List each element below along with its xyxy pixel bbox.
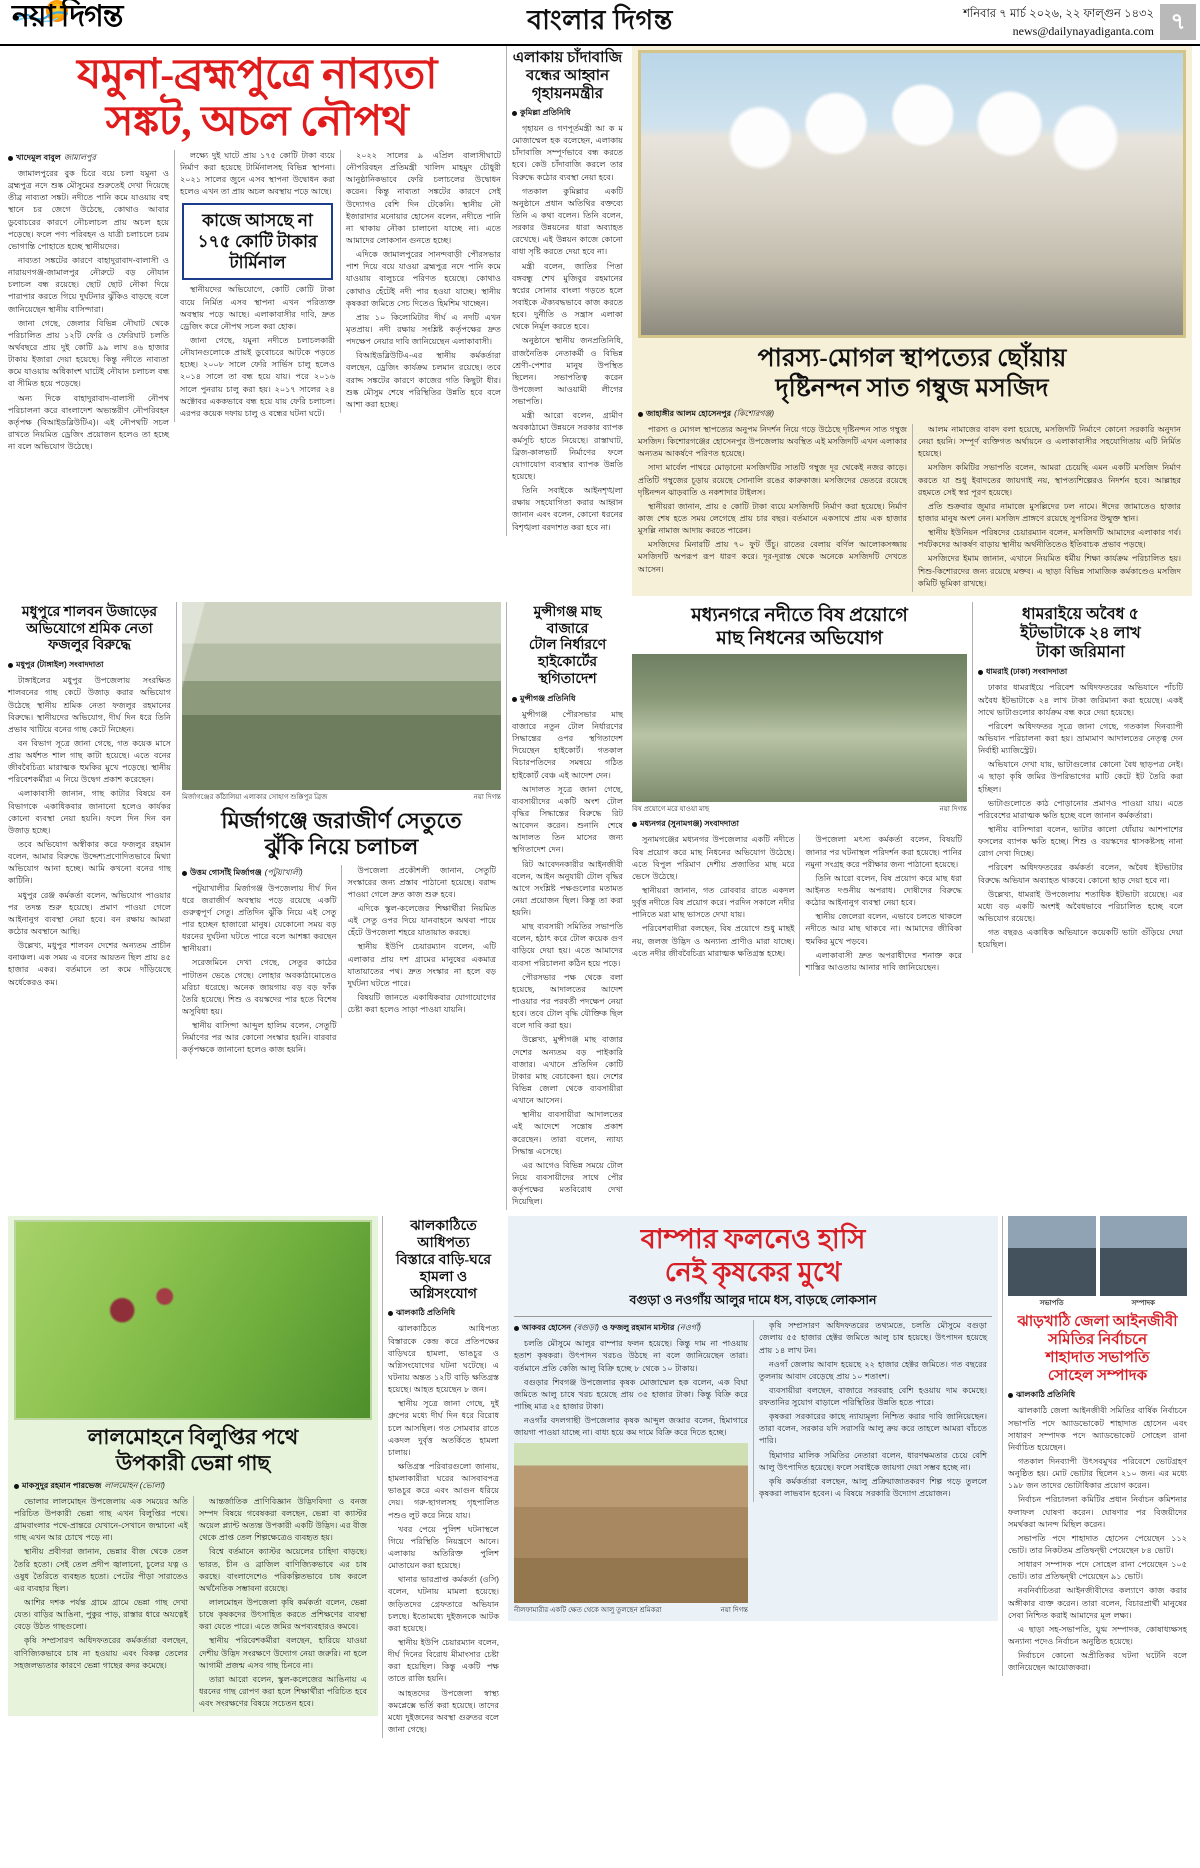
paragraph: পরিবেশবাদীরা বলছেন, বিষ প্রয়োগে শুধু মাছই নয়, জলজ উদ্ভিদ ও অন্যান্য প্রাণীও মারা যাচ্ছে। এতে নদীর জীববৈচিত্র্য মারাত্মক ক্ষতিগ্রস্ত হচ্ছে। [632,924,795,958]
potato-col-2 [753,1320,992,1502]
bullet-icon [512,111,517,116]
photo-caption [632,802,967,816]
headline-line: বাম্পার ফলনেও হাসি [640,1224,866,1255]
paragraph: স্থানীয়রা জানান, গত রোববার রাতে একদল দুর্বৃত্ত নদীতে বিষ প্রয়োগ করে। পরদিন সকালে নদীর পানিতে মরা মাছ ভাসতে দেখা যায়। [632,885,795,920]
bridge-photo [182,602,501,790]
byline [978,666,1183,679]
castor-plant-photo [14,1220,372,1420]
paragraph: মুন্সীগঞ্জ পৌরসভার মাছ বাজারে নতুন টোল নির্ধারণের সিদ্ধান্তের ওপর স্থগিতাদেশ দিয়েছেন হাইকোর্ট। গতকাল বিচারপতিদের সমন্বয়ে গঠিত হাইকোর্ট বেঞ্চ এই আদেশ দেন। [512,709,623,780]
paragraph: আন্তর্জাতিক প্রাণিবিজ্ঞান উদ্ভিদবিদ্যা ও বনজ সম্পদ বিষয়ে গবেষকরা বলছেন, ভেন্না বা ক্যাস্টর অয়েল প্ল্যান্ট অত্যন্ত উপকারী একটি উদ্ভিদ। এর বীজ থেকে প্রাপ্ত তেল শিল্পক্ষেত্রেও ব্যবহৃত হয়। [199,1496,368,1543]
bullet-icon [1008,1393,1013,1398]
paragraph: মসজিদের ইমাম জানান, এখানে নিয়মিত ধর্মীয় শিক্ষা কার্যক্রম পরিচালিত হয়। শিশু-কিশোরদের জন্য রয়েছে মক্তব। এ ছাড়া বিভিন্ন সামাজিক কর্মকাণ্ডেও মসজিদ কমিটি ভূমিকা রাখছে। [918,554,1181,588]
paragraph: নির্বাচনে কোনো অপ্রীতিকর ঘটনা ঘটেনি বলে জানিয়েছেন আয়োজকরা। [1008,1651,1187,1673]
headline-line: এলাকায় চাঁদাবাজি [512,50,623,66]
mosque-feature [632,46,1192,596]
paragraph: জানা গেছে, জেলার বিভিন্ন নৌঘাট থেকে পরিচালিত প্রায় ১২টি ফেরি ও ফেরিঘাট চলতি অর্থবছরে প্রায় দুই কোটি ৯৯ লাখ ৪৬ হাজার টাকায় ইজারা দেয়া হয়েছে। কিন্তু নদীতে নাব্যতা কমে যাওয়ায় অধিকাংশ ঘাটেই নৌযান চলাচল বন্ধ বা সীমিত হয়ে পড়েছে। [8,318,169,389]
paragraph: এর আগেও বিভিন্ন সময়ে টোল নিয়ে ব্যবসায়ীদের সাথে পৌর কর্তৃপক্ষের মতবিরোধ দেখা দিয়েছিল। [512,1160,623,1207]
caption-text: নীলফামারীর একটি ক্ষেত থেকে আলু তুলছেন শ্রমিকরা [514,1607,662,1615]
byline-name: খাদেমুল বাবুল [16,153,61,163]
paragraph: অন্য দিকে বাহাদুরাবাদ-বালাসী নৌপথ পরিচালনা করে বাংলাদেশ অভ্যন্তরীণ নৌপরিবহন কর্তৃপক্ষ (বিআইডব্লিউটিএ)। এই নৌপথটি সচল রাখতে নিয়মিত ড্রেজিং প্রয়োজন হলেও তা হচ্ছে না বলে অভিযোগ উঠেছে। [8,393,169,452]
paragraph: স্থানীয় ইউপি চেয়ারম্যান বলেন, এটি এলাকার প্রায় দশ গ্রামের মানুষের একমাত্র যাতায়াতের পথ। দ্রুত সংস্কার না হলে বড় দুর্ঘটনা ঘটতে পারে। [347,942,496,988]
paragraph: আহতদের উপজেলা স্বাস্থ্য কমপ্লেক্সে ভর্তি করা হয়েছে। তাদের মধ্যে দুইজনের অবস্থা গুরুতর বলে জানা গেছে। [388,1688,499,1734]
paragraph: স্থানীয় প্রবীণরা জানান, ভেন্নার বীজ থেকে তেল তৈরি হতো। সেই তেল প্রদীপ জ্বালানো, চুলের যত্ন ও ওষুধ তৈরিতে ব্যবহৃত হতো। পেটের পীড়া সারাতেও এর ব্যবহার ছিল। [14,1547,188,1593]
jhalakathi-story [382,1216,504,1738]
newspaper-logo[interactable] [10,2,122,32]
highlight-line2: ১৭৫ কোটি টাকার [197,231,318,251]
masthead [0,0,1200,46]
byline-name-1: আকবর হোসেন [522,1323,572,1333]
madhyanagar-headline [632,605,967,651]
paragraph: খবর পেয়ে পুলিশ ঘটনাস্থলে গিয়ে পরিস্থিতি নিয়ন্ত্রণে আনে। এলাকায় অতিরিক্ত পুলিশ মোতায়েন করা হয়েছে। [388,1524,499,1571]
paragraph: তবে অভিযোগ অস্বীকার করে ফজলুর রহমান বলেন, আমার বিরুদ্ধে উদ্দেশ্যপ্রণোদিতভাবে মিথ্যা অভিযোগ আনা হচ্ছে। আমি কখনো বনের গাছ কাটিনি। [8,840,171,886]
paragraph: স্থানীয় সূত্রে জানা গেছে, দুই গ্রুপের মধ্যে দীর্ঘ দিন ধরে বিরোধ চলে আসছিল। গত সোমবার রাতে একদল দুর্বৃত্ত অতর্কিতে হামলা চালায়। [388,1399,499,1457]
portrait-2 [1100,1216,1188,1310]
page-number-badge: ৭ [1160,4,1196,40]
logo-text: নয়া দিগন্ত [12,0,123,33]
potato-feature [508,1216,998,1621]
byline-place: লালমোহন (ভোলা) [104,1480,165,1490]
paragraph: ব্যবসায়ীরা বলছেন, বাজারে সরবরাহ বেশি হওয়ায় দাম কমেছে। রফতানির সুযোগ বাড়ালে পরিস্থিতির উন্নতি হতে পারে। [759,1385,987,1408]
bullet-icon [14,1484,19,1489]
headline-line: নেই কৃষকের মুখে [664,1256,842,1287]
paragraph: নবনির্বাচিতরা আইনজীবীদের কল্যাণে কাজ করার অঙ্গীকার ব্যক্ত করেন। তারা বলেন, বিচারপ্রার্থী মানুষের সেবা নিশ্চিত করাই আমাদের মূল লক্ষ্য। [1008,1586,1187,1620]
madhupur-story [8,602,176,991]
paragraph: ভোলার লালমোহন উপজেলায় এক সময়ের অতি পরিচিত উপকারী ভেন্না গাছ এখন বিলুপ্তির পথে। গ্রামবাংলার পথে-প্রান্তরে যেখানে-সেখানে জন্মানো এই গাছ এখন আর চোখে পড়ে না। [14,1496,188,1543]
paragraph: লক্ষ্যে দুই ঘাটে প্রায় ১৭৫ কোটি টাকা ব্যয়ে নির্মাণ করা হয়েছে টার্মিনালসহ বিভিন্ন স্থাপনা। ২০২১ সালের জুনে এসব স্থাপনা উদ্বোধন করা হলেও এখন তা প্রায় অচল অবস্থায় পড়ে আছে। [180,151,335,197]
chandabaji-text [512,123,623,534]
lead-headline-line2: সঙ্কট, অচল নৌপথ [105,99,409,146]
paragraph: প্রায় ১০ কিলোমিটার দীর্ঘ এ নদটি এখন মৃতপ্রায়। নদী রক্ষায় সংশ্লিষ্ট কর্তৃপক্ষের দ্রুত পদক্ষেপ নেয়ার দাবি জানিয়েছেন এলাকাবাসী। [346,312,501,347]
mirzaganj-story [176,602,506,1059]
madhyanagar-story [632,602,972,976]
paragraph: তারা আরো বলেন, স্কুল-কলেজের আঙিনায় এ ধরনের গাছ রোপণ করা হলে শিক্ষার্থীরা পরিচিত হবে এবং সংরক্ষণের বিষয়ে সচেতন হবে। [199,1674,367,1709]
bullet-icon [978,670,983,675]
portrait-caption: সভাপতি [1039,1300,1064,1308]
paragraph: জানা গেছে, যমুনা নদীতে চলাচলকারী নৌযানগুলোকে প্রায়ই ডুবোচরে আটকে পড়তে হচ্ছে। ২০০৮ সালে ফেরি সার্ভিস চালু হলেও ২০১৪ সালে তা বন্ধ হয়ে যায়। পরে ২০১৬ সালে পুনরায় চালু করা হয়। ২০১৭ সালের ২৪ অক্টোবর এককভাবে বন্ধ হয়ে যায় ফেরি চলাচল। এরপর কয়েক দফায় চালু ও বন্ধের ঘটনা ঘটে। [180,335,335,418]
headline-line: শাহাদাত সভাপতি [1045,1350,1150,1367]
mirzaganj-col-2 [341,865,501,1019]
paragraph: বগুড়ার শিবগঞ্জ উপজেলার কৃষক মোজাম্মেল হক বলেন, এক বিঘা জমিতে আলু চাষে খরচ হয়েছে প্রায় ৩৫ হাজার টাকা। কিন্তু বিক্রি করে পাচ্ছি মাত্র ২৫ হাজার টাকা। [514,1377,748,1411]
headline-line: ইটভাটাকে ২৪ লাখ [1020,625,1141,643]
headline-line: মধুপুরে শালবন উজাড়ের [21,604,158,620]
headline-line: গৃহায়নমন্ত্রীর [531,86,604,102]
byline-place-2: (নওগাঁ) [677,1323,701,1333]
paragraph: মন্ত্রী বলেন, জাতির পিতা বঙ্গবন্ধু শেখ মুজিবুর রহমানের স্বপ্নের সোনার বাংলা গড়তে হলে সবাইকে ঐক্যবদ্ধভাবে কাজ করতে হবে। দুর্নীতি ও সন্ত্রাস এলাকা থেকে নির্মূল করতে হবে। [512,261,623,332]
byline-name: জাহাঙ্গীর আলম হোসেনপুর [646,409,732,418]
headline-line: ঝালকাঠিতে আধিপত্য [410,1219,477,1252]
paragraph: গত বছরও একাধিক অভিযানে কয়েকটি ভাটা গুঁড়িয়ে দেয়া হয়েছিল। [978,928,1183,950]
mosque-headline [638,344,1186,404]
headline-line: টাকা জরিমানা [1036,644,1125,662]
paragraph: কৃষি কর্মকর্তারা বলছেন, আলু প্রক্রিয়াজাতকরণ শিল্প গড়ে তুললে কৃষকরা লাভবান হবেন। এ বিষয়ে সরকারি উদ্যোগ প্রয়োজন। [759,1476,987,1499]
dhamrai-headline [978,605,1183,663]
byline [182,867,336,880]
paragraph: উপজেলা মৎস্য কর্মকর্তা বলেন, বিষয়টি জানার পর ঘটনাস্থল পরিদর্শন করা হয়েছে। পানির নমুনা সংগ্রহ করে পরীক্ষার জন্য পাঠানো হয়েছে। [805,835,962,869]
portrait-pair [1008,1216,1187,1310]
paragraph: মধুপুর রেঞ্জ কর্মকর্তা বলেন, অভিযোগ পাওয়ার পর তদন্ত শুরু হয়েছে। প্রমাণ পাওয়া গেলে আইনানুগ ব্যবস্থা নেয়া হবে। বন রক্ষায় আমরা কঠোর অবস্থানে আছি। [8,890,171,937]
mirzaganj-headline [182,808,501,861]
potato-deck: বগুড়া ও নওগাঁয় আলুর দামে ধস, বাড়ছে লোকসান [629,1293,877,1308]
headline-line: পারস্য-মোগল স্থাপত্যের ছোঁয়ায় [757,345,1067,372]
page-body [0,46,1200,1738]
portrait-caption: সম্পাদক [1131,1300,1155,1308]
headline-line: মির্জাগঞ্জে জরাজীর্ণ সেতুতে [221,807,462,833]
headline-line: সমিতির নির্বাচনে [1047,1332,1148,1349]
headline-line: ধামরাইয়ে অবৈধ ৫ [1022,605,1139,623]
headline-line: ঝুঁকি নিয়ে চলাচল [264,834,419,860]
paragraph: উপজেলা প্রকৌশলী জানান, সেতুটি সংস্কারের জন্য প্রস্তাব পাঠানো হয়েছে। বরাদ্দ পাওয়া গেলে দ্রুত কাজ শুরু হবে। [347,865,496,899]
caption-text: বিষ প্রয়োগে মরে যাওয়া মাছ [632,806,710,814]
paragraph: স্থানীয় জেলেরা বলেন, এভাবে চলতে থাকলে নদীতে আর মাছ থাকবে না। আমাদের জীবিকা হুমকির মুখে পড়বে। [805,912,962,946]
paragraph: নওগাঁর বদলগাছী উপজেলার কৃষক আব্দুল জব্বার বলেন, হিমাগারে জায়গা পাওয়া যাচ্ছে না। বাধ্য হয়ে কম দামে বিক্রি করে দিতে হচ্ছে। [514,1416,748,1438]
lalmohan-col-1 [14,1496,193,1674]
dhamrai-story [972,602,1188,954]
masthead-meta [963,6,1154,40]
email-address[interactable]: news@dailynayadiganta.com [1012,23,1154,38]
lalmohan-col-2 [193,1496,372,1712]
headline-line: লালমোহনে বিলুপ্তির পথে [87,1425,299,1450]
paragraph: এ ছাড়া সহ-সভাপতি, যুগ্ম সম্পাদক, কোষাধ্যক্ষসহ অন্যান্য পদেও নির্বাচন অনুষ্ঠিত হয়েছে। [1008,1624,1187,1646]
byline [8,152,169,165]
mosque-col-1 [638,424,912,578]
paragraph: উল্লেখ্য, মধুপুর শালবন দেশের অন্যতম প্রাচীন বনাঞ্চল। এক সময় এ বনের আয়তন ছিল প্রায় ৪৫ হাজার একর। বর্তমানে তা কমে দাঁড়িয়েছে অর্ধেকেরও কম। [8,941,171,987]
byline [512,693,623,706]
photo-credit: নয়া দিগন্ত [473,793,501,801]
paragraph: নওগাঁ জেলায় আবাদ হয়েছে ২২ হাজার হেক্টর জমিতে। গত বছরের তুলনায় আবাদ বেড়েছে প্রায় ১০ শতাংশ। [759,1359,987,1381]
bullet-icon [632,822,637,827]
lead-headline-line1: যমুনা-ব্রহ্মপুত্রে নাব্যতা [76,52,437,98]
avatar [1008,1216,1096,1296]
paragraph: সাধারণ সম্পাদক পদে সোহেল রানা পেয়েছেন ১০৫ ভোট। তার প্রতিদ্বন্দ্বী পেয়েছেন ৯১ ভোট। [1008,1560,1187,1582]
mirzaganj-col-1 [182,865,341,1059]
paragraph: আলম নামাজের বাবদ বলা হয়েছে, মসজিদটি নির্মাণে কোনো সরকারি অনুদান নেয়া হয়নি। সম্পূর্ণ ব্যক্তিগত অর্থায়নে ও এলাকাবাসীর সহযোগিতায় এটি নির্মিত হয়েছে। [918,425,1181,459]
paragraph: ঝালকাঠিতে আধিপত্য বিস্তারকে কেন্দ্র করে প্রতিপক্ষের বাড়িঘরে হামলা, ভাঙচুর ও অগ্নিসংযোগের ঘটনা ঘটেছে। এ ঘটনায় অন্তত ১২টি বাড়ি ক্ষতিগ্রস্ত হয়েছে। আহত হয়েছেন ৮ জন। [388,1324,499,1395]
caption-text: মির্জাগঞ্জের কাঁঠালিয়া এলাকার সোহাগ শুক্কিপুর ব্রিজ [182,793,328,801]
paragraph: থানার ভারপ্রাপ্ত কর্মকর্তা (ওসি) বলেন, ঘটনায় মামলা হয়েছে। জড়িতদের গ্রেফতারে অভিযান চলছে। ইতোমধ্যে দুইজনকে আটক করা হয়েছে। [388,1575,499,1633]
madhyanagar-col-2 [799,834,967,976]
paragraph: তিনি সবাইকে আইনশৃঙ্খলা রক্ষায় সহযোগিতা করার আহ্বান জানান এবং বলেন, কোনো ধরনের বিশৃঙ্খলা বরদাশত করা হবে না। [512,486,623,532]
munshiganj-story [506,602,628,1211]
byline-name: কুমিল্লা প্রতিনিধি [520,108,571,117]
highlight-line3: টার্মিনাল [229,253,286,273]
byline [14,1480,372,1493]
paragraph: বিশ্বে বর্তমানে ক্যাস্টর অয়েলের চাহিদা বাড়ছে। ভারত, চীন ও ব্রাজিল বাণিজ্যিকভাবে এর চাষ করছে। বাংলাদেশেও পরিকল্পিতভাবে চাষ করলে অর্থনৈতিক সম্ভাবনা রয়েছে। [199,1547,367,1593]
paragraph: স্থানীয়রা জানান, প্রায় ৫ কোটি টাকা ব্যয়ে মসজিদটি নির্মাণ করা হয়েছে। নির্মাণ কাজ শেষ হতে সময় লেগেছে প্রায় চার বছর। বর্তমানে একসাথে প্রায় এক হাজার মুসল্লি নামাজ আদায় করতে পারেন। [638,501,907,536]
lead-headline [8,52,506,146]
paragraph: স্থানীয় বাসিন্দারা বলেন, ভাটার কালো ধোঁয়ায় আশপাশের ফসলের ব্যাপক ক্ষতি হচ্ছে। শিশু ও বয়স্কদের শ্বাসকষ্টসহ নানা রোগ দেখা দিচ্ছে। [978,824,1183,859]
page-title: বাংলার দিগন্ত [527,4,673,35]
potato-field-photo [514,1443,748,1603]
paragraph: এদিকে জামালপুরের সানন্দবাড়ী পৌরসভার পাশ দিয়ে বয়ে যাওয়া ব্রহ্মপুত্র নদে পানি কমে যাওয়ায় বালুচরে পরিণত হয়েছে। কোথাও কোথাও হেঁটেই নদী পার হওয়া যাচ্ছে। স্থানীয় কৃষকরা জমিতে সেচ দিতেও হিমশিম খাচ্ছেন। [346,250,501,308]
lead-col3-text [346,150,501,411]
chandabaji-story [506,46,628,536]
byline-name: মুন্সীগঞ্জ প্রতিনিধি [520,693,576,703]
paragraph: পৌরসভার পক্ষ থেকে বলা হয়েছে, আদালতের আদেশ পাওয়ার পর পরবর্তী পদক্ষেপ নেয়া হবে। তবে টোল বৃদ্ধি যৌক্তিক ছিল বলে দাবি করা হয়। [512,972,623,1031]
chandabaji-headline [512,49,623,103]
lead-col1-text [8,168,169,453]
photo-credit: নয়া দিগন্ত [939,806,967,814]
byline [8,659,171,672]
photo-credit: নয়া দিগন্ত [720,1607,748,1615]
bullet-icon [514,1326,519,1331]
right-middle-block [632,602,1192,976]
paragraph: কৃষকরা সরকারের কাছে ন্যায্যমূল্য নিশ্চিত করার দাবি জানিয়েছেন। তারা বলেন, সরকার যদি সরাসরি আলু ক্রয় করে তাহলে আমরা বাঁচতে পারি। [759,1412,987,1446]
headline-line: ফজলুর বিরুদ্ধে [48,638,131,654]
byline-place-1: (বগুড়া) [574,1323,599,1333]
paragraph: পারস্য ও মোগল স্থাপত্যের অনুপম নিদর্শন নিয়ে গড়ে উঠেছে দৃষ্টিনন্দন সাত গম্বুজ মসজিদ। কিশোরগঞ্জের হোসেনপুর উপজেলায় অবস্থিত এই মসজিদটি এখন এলাকার অন্যতম আকর্ষণে পরিণত হয়েছে। [638,425,907,459]
paragraph: সুনামগঞ্জের মধ্যনগর উপজেলার একটি নদীতে বিষ প্রয়োগ করে মাছ নিধনের অভিযোগ উঠেছে। এতে বিপুল পরিমাণ দেশীয় প্রজাতির মাছ মরে ভেসে উঠেছে। [632,835,795,881]
headline-line: অভিযোগে শ্রমিক নেতা [26,621,153,637]
paragraph: বন বিভাগ সূত্রে জানা গেছে, গত কয়েক মাসে প্রায় অর্ধশত শাল গাছ কাটা হয়েছে। এতে বনের জীববৈচিত্র্য মারাত্মক হুমকির মুখে পড়েছে। স্থানীয় পরিবেশকর্মীরা এ নিয়ে উদ্বেগ প্রকাশ করেছেন। [8,738,171,785]
lead-col-2 [174,150,340,422]
bullet-icon [8,156,13,161]
mosque-col-2 [912,424,1186,592]
bullet-icon [512,697,517,702]
byline-name: মধুপুর (টাঙ্গাইল) সংবাদদাতা [16,660,104,670]
paragraph: পরিবেশ অধিদফতরের কর্মকর্তা বলেন, অবৈধ ইটভাটার বিরুদ্ধে অভিযান অব্যাহত থাকবে। কোনো ছাড় দেয়া হবে না। [978,863,1183,885]
paragraph: পটুয়াখালীর মির্জাগঞ্জ উপজেলায় দীর্ঘ দিন ধরে জরাজীর্ণ অবস্থায় পড়ে রয়েছে একটি গুরুত্বপূর্ণ সেতু। প্রতিদিন ঝুঁকি নিয়ে এই সেতু পার হচ্ছেন হাজারো মানুষ। যেকোনো সময় বড় ধরনের দুর্ঘটনা ঘটতে পারে বলে আশঙ্কা করছেন স্থানীয়রা। [182,883,337,954]
paragraph: পরিবেশ অধিদফতর সূত্রে জানা গেছে, গতকাল দিনব্যাপী অভিযান পরিচালনা করা হয়। ভ্রাম্যমাণ আদালতের নেতৃত্ব দেন নির্বাহী ম্যাজিস্ট্রেট। [978,721,1183,756]
potato-col-1 [514,1320,753,1617]
paragraph: টাঙ্গাইলের মধুপুর উপজেলায় সংরক্ষিত শালবনের গাছ কেটে উজাড় করার অভিযোগ উঠেছে স্থানীয় শ্রমিক নেতা ফজলুর রহমানের বিরুদ্ধে। স্থানীয়দের অভিযোগ, দীর্ঘ দিন ধরে তিনি প্রভাব খাটিয়ে বনের গাছ কেটে নিচ্ছেন। [8,676,171,734]
paragraph: স্থানীয় ইউনিয়ন পরিষদের চেয়ারম্যান বলেন, মসজিদটি আমাদের এলাকার গর্ব। পর্যটকদের আকর্ষণ বাড়ায় স্থানীয় অর্থনীতিতেও ইতিবাচক প্রভাব পড়ছে। [918,528,1181,550]
byline [512,107,623,120]
bullet-icon [182,871,187,876]
paragraph: বিআইডব্লিউটিএ-এর স্থানীয় কর্মকর্তারা বলছেন, ড্রেজিং কার্যক্রম চলমান রয়েছে। তবে বরাদ্দ সঙ্কটের কারণে কাজের গতি কিছুটা ধীর। শুষ্ক মৌসুম শেষে পরিস্থিতির উন্নতি হবে বলে আশা করা হচ্ছে। [346,351,501,409]
jhalakathi-headline [388,1219,499,1303]
lead-col2b-text [180,284,335,420]
paragraph: অনুষ্ঠানে স্থানীয় জনপ্রতিনিধি, রাজনৈতিক নেতাকর্মী ও বিভিন্ন শ্রেণী-পেশার মানুষ উপস্থিত ছিলেন। সভাপতিত্ব করেন উপজেলা আওয়ামী লীগের সভাপতি। [512,336,623,407]
paragraph: স্থানীয়দের অভিযোগে, কোটি কোটি টাকা ব্যয়ে নির্মিত এসব স্থাপনা এখন পরিত্যক্ত অবস্থায় পড়ে আছে। এলাকাবাসীর দাবি, দ্রুত ড্রেজিং করে নৌপথ সচল করা হোক। [180,285,335,331]
paragraph: নাব্যতা সঙ্কটের কারণে বাহাদুরাবাদ-বালাসী ও নারায়ণগঞ্জ-জামালপুর নৌরুটে বড় নৌযান চলাচল বন্ধ রয়েছে। ছোট ছোট নৌকা দিয়ে পারাপার করতে গিয়ে দুর্ঘটনার ঝুঁকিও বাড়ছে বলে জানিয়েছেন স্থানীয় বাসিন্দারা। [8,256,169,314]
paragraph: আদালত সূত্রে জানা গেছে, ব্যবসায়ীদের একটি অংশ টোল বৃদ্ধির সিদ্ধান্তের বিরুদ্ধে রিট আবেদন করেন। শুনানি শেষে আদালত তিন মাসের জন্য স্থগিতাদেশ দেন। [512,784,623,855]
paragraph: উল্লেখ্য, মুন্সীগঞ্জ মাছ বাজার দেশের অন্যতম বড় পাইকারি বাজার। এখানে প্রতিদিন কোটি টাকার মাছ বেচাকেনা হয়। দেশের বিভিন্ন জেলা থেকে ব্যবসায়ীরা এখানে আসেন। [512,1035,623,1106]
byline-place: (কিশোরগঞ্জ) [734,409,775,418]
headline-line: বন্ধের আহ্বান [525,68,610,84]
paragraph: ক্ষতিগ্রস্ত পরিবারগুলো জানায়, হামলাকারীরা ঘরের আসবাবপত্র ভাঙচুর করে এবং আগুন ধরিয়ে দেয়। গরু-ছাগলসহ গৃহপালিত পশুও লুট করে নিয়ে যায়। [388,1461,499,1520]
paragraph: প্রতি শুক্রবার জুমার নামাজে মুসল্লিদের ঢল নামে। ঈদের জামাতেও হাজার হাজার মানুষ অংশ নেন। মসজিদ প্রাঙ্গণে রয়েছে সুপরিসর উন্মুক্ত স্থান। [918,501,1181,523]
byline [514,1322,748,1335]
byline-name-2: ও ফজলু রহমান মাস্টার [601,1323,675,1333]
bullet-icon [388,1311,393,1316]
paragraph: মাছ ব্যবসায়ী সমিতির সভাপতি বলেন, হঠাৎ করে টোল কয়েক গুণ বাড়িয়ে দেয়া হয়। এতে আমাদের ব্যবসা পরিচালনা কঠিন হয়ে পড়ে। [512,922,623,968]
headline-line: মধ্যনগরে নদীতে বিষ প্রয়োগে [691,604,908,626]
paragraph: গতকাল দিনব্যাপী উৎসবমুখর পরিবেশে ভোটগ্রহণ অনুষ্ঠিত হয়। মোট ভোটার ছিলেন ২১০ জন। এর মধ্যে ১৯৮ জন তাদের ভোটাধিকার প্রয়োগ করেন। [1008,1457,1187,1491]
lead-story [8,46,506,455]
byline-name: উত্তম গোসাঁই মির্জাগঞ্জ [190,867,262,877]
paragraph: এদিকে স্কুল-কলেজের শিক্ষার্থীরা নিয়মিত এই সেতু ওপর দিয়ে যানবাহনে অথবা পায়ে হেঁটে উপজেলা শহরে যাতায়াত করছে। [347,904,496,938]
paragraph: অভিযানে দেখা যায়, ভাটাগুলোর কোনো বৈধ ছাড়পত্র নেই। এ ছাড়া কৃষি জমির উপরিভাগের মাটি কেটে ইট তৈরি করা হচ্ছিল। [978,760,1183,794]
paragraph: গতকাল কুমিল্লার একটি অনুষ্ঠানে প্রধান অতিথির বক্তব্যে তিনি এ কথা বলেন। তিনি বলেন, সরকার উন্নয়নের ধারা অব্যাহত রেখেছে। এই উন্নয়ন কাজে কোনো বাধা সৃষ্টি করতে দেয়া হবে না। [512,186,623,257]
paragraph: মসজিদের মিনারটি প্রায় ৭০ ফুট উঁচু। রাতের বেলায় বর্ণিল আলোকসজ্জায় মসজিদটি অপরূপ রূপ ধারণ করে। দূর-দূরান্ত থেকে অনেকে মসজিদটি দেখতে আসেন। [638,540,907,574]
lead-col-3 [340,150,506,413]
middle-band [8,602,1192,1211]
paragraph: গৃহায়ন ও গণপূর্তমন্ত্রী আ ক ম মোজাম্মেল হক বলেছেন, এলাকায় চাঁদাবাজি সম্পূর্ণভাবে বন্ধ করতে হবে। কেউ চাঁদাবাজি করলে তার বিরুদ্ধে কঠোর ব্যবস্থা নেয়া হবে। [512,124,623,182]
headline-line: উপকারী ভেন্না গাছ [115,1450,271,1475]
paragraph: নির্বাচন পরিচালনা কমিটির প্রধান নির্বাচন কমিশনার ফলাফল ঘোষণা করেন। ঘোষণার পর বিজয়ীদের সমর্থকরা আনন্দ মিছিল করেন। [1008,1495,1187,1529]
byline-name: ঝালকাঠি প্রতিনিধি [1016,1390,1076,1400]
byline-name: মাকসুদুর রহমান পারভেজ [22,1480,102,1490]
paragraph: লালমোহন উপজেলা কৃষি কর্মকর্তা বলেন, ভেন্না চাষে কৃষকদের উৎসাহিত করতে প্রশিক্ষণের ব্যবস্থা করা যেতে পারে। এতে জমির অপব্যবহারও কমবে। [199,1597,367,1632]
top-band [8,46,1192,596]
paragraph: ২০২২ সালের ৯ এপ্রিল বালাসীঘাটে নৌপরিবহন প্রতিমন্ত্রী খালিদ মাহমুদ চৌধুরী আনুষ্ঠানিকভাবে ফেরি চলাচলের উদ্বোধন করেন। কিন্তু নাব্যতা সঙ্কটের কারণে সেই উদ্যোগও বেশি দিন টেকেনি। স্থানীয় নৌ ইজারাদার মনোয়ার হোসেন বলেন, নদীতে পানি না থাকায় নৌকা চালানো যাচ্ছে না। এতে আমাদের লোকসান গুনতে হচ্ছে। [346,151,501,246]
paragraph: আশির দশক পর্যন্ত গ্রামে গ্রামে ভেন্না গাছ দেখা যেত। বাড়ির আঙিনা, পুকুর পাড়, রাস্তার ধারে অযত্নেই বেড়ে উঠত গাছগুলো। [14,1597,188,1632]
byline-name: মধ্যনগর (সুনামগঞ্জ) সংবাদদাতা [640,819,739,829]
paragraph: জামালপুরের বুক চিরে বয়ে চলা যমুনা ও ব্রহ্মপুত্র নদে শুষ্ক মৌসুমের শুরুতেই দেখা দিয়েছে তীব্র নাব্যতা সঙ্কট। নদীতে পানি কমে যাওয়ায় বহু স্থানে চর জেগে উঠেছে, কোথাও আবার ডুবোচরের কারণে নৌচলাচল প্রায় অচল হয়ে পড়েছে। ফলে পণ্য পরিবহন ও যাত্রী চলাচলে চরম ভোগান্তি পোহাতে হচ্ছে স্থানীয়দের। [8,169,169,251]
lead-col-1 [8,150,174,455]
headline-line: বিস্তারে বাড়ি-ঘরে [395,1253,492,1269]
paragraph: সভাপতি পদে শাহাদাত হোসেন পেয়েছেন ১১২ ভোট। তার নিকটতম প্রতিদ্বন্দ্বী পেয়েছেন ৮৪ ভোট। [1008,1533,1187,1555]
paragraph: স্থানীয় পরিবেশকর্মীরা বলছেন, হারিয়ে যাওয়া দেশীয় উদ্ভিদ সংরক্ষণে উদ্যোগ নেয়া জরুরি। না হলে আগামী প্রজন্ম এসব গাছ চিনবে না। [199,1636,367,1670]
paragraph: ভাটাগুলোতে কাঠ পোড়ানোর প্রমাণও পাওয়া যায়। এতে পরিবেশের মারাত্মক ক্ষতি হচ্ছে বলে জানান কর্মকর্তারা। [978,798,1183,820]
paragraph: সরেজমিনে দেখা গেছে, সেতুর কাঠের পাটাতন ভেঙে গেছে। লোহার অবকাঠামোতেও মরিচা ধরেছে। অনেক জায়গায় বড় বড় ফাঁক তৈরি হয়েছে। শিশু ও বয়স্কদের পার হতে বিশেষ অসুবিধা হয়। [182,958,337,1017]
byline [1008,1389,1187,1402]
headline-line: মাছ নিধনের অভিযোগ [716,627,883,649]
headline-line: দৃষ্টিনন্দন সাত গম্বুজ মসজিদ [775,375,1049,402]
potato-headline [514,1223,992,1288]
fish-photo [632,654,967,802]
byline [632,818,967,831]
paragraph: চলতি মৌসুমে আলুর বাম্পার ফলন হয়েছে। কিন্তু দাম না পাওয়ায় হতাশ কৃষকরা। উৎপাদন খরচও উঠছে না বলে জানিয়েছেন তারা। বর্তমানে প্রতি কেজি আলু বিক্রি হচ্ছে ৮ থেকে ১০ টাকায়। [514,1339,748,1373]
madhupur-headline [8,605,171,655]
paragraph: কৃষি সম্প্রসারণ অধিদফতরের কর্মকর্তারা বলছেন, বাণিজ্যিকভাবে চাষ না হওয়ায় এবং বিকল্প তেলের সহজলভ্যতার কারণে ভেন্না গাছের কদর কমেছে। [14,1636,188,1670]
headline-line: ঝাড়খাঠি জেলা আইনজীবী [1017,1314,1178,1331]
paragraph: স্থানীয় বাসিন্দা আব্দুল হালিম বলেন, সেতুটি নির্মাণের পর আর কোনো সংস্কার হয়নি। বারবার কর্তৃপক্ষকে জানানো হলেও কাজ হয়নি। [182,1021,337,1055]
headline-line: মুন্সীগঞ্জ মাছ বাজারে [533,604,602,637]
portrait-1 [1008,1216,1096,1310]
madhyanagar-col-1 [632,834,799,961]
paragraph: ঝালকাঠি জেলা আইনজীবী সমিতির বার্ষিক নির্বাচনে সভাপতি পদে অ্যাডভোকেট শাহাদাত হোসেন এবং সাধারণ সম্পাদক পদে অ্যাডভোকেট সোহেল রানা নির্বাচিত হয়েছেন। [1008,1406,1187,1452]
paragraph: স্থানীয় ব্যবসায়ীরা আদালতের এই আদেশে সন্তোষ প্রকাশ করেছেন। তারা বলেন, ন্যায্য সিদ্ধান্ত এসেছে। [512,1110,623,1156]
highlight-line1: কাজে আসছে না [202,210,313,230]
highlight-box [182,203,333,281]
headline-line: হাইকোর্টের স্থগিতাদেশ [537,655,598,688]
byline-place: জামালপুর [63,153,96,163]
paragraph: তিনি আরো বলেন, বিষ প্রয়োগ করে মাছ ধরা আইনত দণ্ডনীয় অপরাধ। দোষীদের বিরুদ্ধে কঠোর আইনানুগ ব্যবস্থা নেয়া হবে। [805,873,962,908]
byline-name: ধামরাই (ঢাকা) সংবাদদাতা [986,667,1068,677]
lalmohan-headline [14,1425,372,1475]
byline [388,1307,499,1320]
photo-caption [514,1603,748,1617]
paragraph: স্থানীয় ইউপি চেয়ারম্যান বলেন, দীর্ঘ দিনের বিরোধ মীমাংসার চেষ্টা করা হয়েছিল। কিন্তু একটি পক্ষ তাতে রাজি হয়নি। [388,1637,499,1684]
paragraph: উল্লেখ্য, ধামরাই উপজেলায় শতাধিক ইটভাটা রয়েছে। এর মধ্যে বড় একটি অংশই অবৈধভাবে পরিচালিত হচ্ছে বলে অভিযোগ রয়েছে। [978,889,1183,923]
bullet-icon [8,663,13,668]
society-headline [1008,1313,1187,1385]
photo-caption [182,790,501,804]
byline-place: (পটুয়াখালী) [264,867,303,877]
date-line: শনিবার ৭ মার্চ ২০২৬, ২২ ফাল্গুন ১৪৩২ [963,8,1154,20]
headline-line: সোহেল সম্পাদক [1047,1368,1148,1385]
headline-line: হামলা ও অগ্নিসংযোগ [410,1269,477,1302]
lalmohan-feature [8,1216,378,1716]
lead-col2-text [180,150,335,199]
bottom-band [8,1216,1192,1738]
paragraph: রিট আবেদনকারীর আইনজীবী বলেন, আইন অনুযায়ী টোল বৃদ্ধির আগে সংশ্লিষ্ট পক্ষগুলোর মতামত নেয়া প্রয়োজন ছিল। কিন্তু তা করা হয়নি। [512,859,623,918]
paragraph: কৃষি সম্প্রসারণ অধিদফতরের তথ্যমতে, চলতি মৌসুমে বগুড়া জেলায় ৫৫ হাজার হেক্টর জমিতে আলু চাষ হয়েছে। উৎপাদন হয়েছে প্রায় ১৪ লাখ টন। [759,1321,987,1355]
headline-line: টোল নির্ধারণে [528,638,607,654]
bullet-icon [638,412,643,417]
society-story [1002,1216,1192,1676]
munshiganj-headline [512,605,623,689]
avatar [1100,1216,1188,1296]
paragraph: এলাকাবাসী জানান, গাছ কাটার বিষয়ে বন বিভাগকে একাধিকবার জানানো হলেও কার্যকর কোনো ব্যবস্থা নেয়া হয়নি। ফলে দিন দিন বন উজাড় হচ্ছে। [8,789,171,835]
paragraph: এলাকাবাসী দ্রুত অপরাধীদের শনাক্ত করে শাস্তির আওতায় আনার দাবি জানিয়েছেন। [805,950,962,972]
byline [638,408,1186,421]
paragraph: হিমাগার মালিক সমিতির নেতারা বলেন, ধারণক্ষমতার চেয়ে বেশি আলু উৎপাদিত হয়েছে। ফলে সবাইকে জায়গা দেয়া সম্ভব হচ্ছে না। [759,1450,987,1472]
paragraph: মন্ত্রী আরো বলেন, গ্রামীণ অবকাঠামো উন্নয়নে সরকার ব্যাপক কর্মসূচি হাতে নিয়েছে। রাস্তাঘাট, ব্রিজ-কালভার্ট নির্মাণের ফলে যোগাযোগ ব্যবস্থার ব্যাপক উন্নতি হয়েছে। [512,411,623,481]
byline-name: ঝালকাঠি প্রতিনিধি [396,1308,456,1318]
paragraph: সাদা মার্বেল পাথরে মোড়ানো মসজিদটির সাতটি গম্বুজ দূর থেকেই নজর কাড়ে। প্রতিটি গম্বুজের চূড়ায় রয়েছে সোনালি রঙের কারুকাজ। মসজিদের ভেতরে রয়েছে দৃষ্টিনন্দন ঝাড়বাতি ও নকশাদার টাইলস। [638,463,907,497]
paragraph: বিষয়টি জানতে একাধিকবার যোগাযোগের চেষ্টা করা হলেও সাড়া পাওয়া যায়নি। [347,993,496,1015]
paragraph: ঢাকার ধামরাইয়ে পরিবেশ অধিদফতরের অভিযানে পাঁচটি অবৈধ ইটভাটাকে ২৪ লাখ টাকা জরিমানা করা হয়েছে। একই সাথে ভাটাগুলোর কার্যক্রম বন্ধ করে দেয়া হয়েছে। [978,683,1183,717]
paragraph: মসজিদ কমিটির সভাপতি বলেন, আমরা চেয়েছি এমন একটি মসজিদ নির্মাণ করতে যা শুধু ইবাদতের জায়গাই নয়, স্থাপত্যশিল্পেরও নিদর্শন হবে। আল্লাহর রহমতে সেই স্বপ্ন পূরণ হয়েছে। [918,463,1181,497]
mosque-photo [638,50,1186,338]
